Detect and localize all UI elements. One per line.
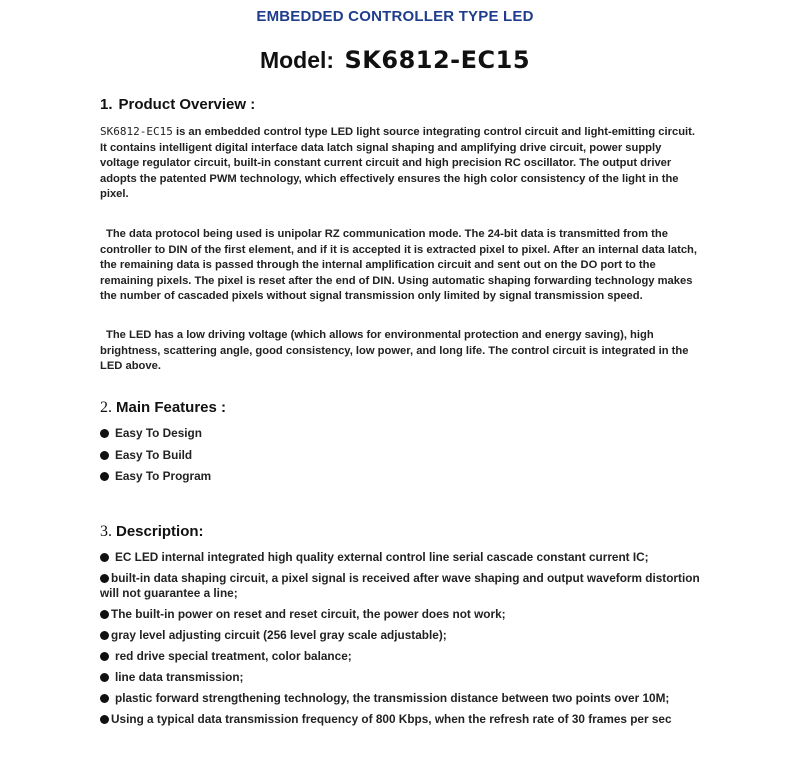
bullet-icon [100,451,109,460]
overview-heading-text: Product Overview : [118,96,256,113]
bullet-icon [100,673,109,682]
overview-paragraph-3: The LED has a low driving voltage (which allows for environmental protection and energy saving), high brightness, scattering angle, good consistency, low power, and long life. The control circuit is integrated in the LED above. [100,329,689,373]
description-heading-text: Description: [116,523,204,540]
bullet-icon [100,715,109,724]
list-item [100,607,720,622]
description-text: red drive special treatment, color balance; [115,649,352,663]
feature-text: Easy To Build [115,447,193,462]
overview-paragraph-1 [100,124,700,203]
bullet-icon [100,553,109,562]
model-code: SK6812-EC15 [100,125,173,138]
list-item [100,448,720,470]
bullet-icon [100,574,109,583]
overview-paragraph-2: The data protocol being used is unipolar RZ communication mode. The 24-bit data is transmitted from the controller to DIN of the first element, and if it is accepted it is extracted pixel to pixel. After an internal data latch, the remaining data is passed through the internal amplification circuit and sent out on the DO port to the remaining pixels. The pixel is reset after the end of DIN. Using automatic shaping forwarding technology makes the number of cascaded pixels without signal transmission only limited by signal transmission speed. [100,228,698,303]
description-text: Using a typical data transmission frequency of 800 Kbps, when the refresh rate of 30 frames per sec [111,712,672,726]
description-number: 3. [100,523,112,540]
model-value: SK6812-EC15 [344,46,531,74]
bullet-icon [100,652,109,661]
feature-text: Easy To Design [115,426,202,440]
list-item [100,649,720,664]
description-text: line data transmission; [115,670,244,684]
list-item [100,628,720,643]
list-item [100,469,720,491]
list-item [100,670,720,685]
features-list [100,426,720,491]
description-text: EC LED internal integrated high quality external control line serial cascade constant current IC; [115,550,649,564]
page-header-title: EMBEDDED CONTROLLER TYPE LED [256,8,534,25]
features-heading-text: Main Features : [116,399,227,416]
feature-text: Easy To Program [115,469,212,483]
list-item [100,712,720,727]
overview-paragraph-1-text: is an embedded control type LED light source integrating control circuit and light-emitting circuit. It contains intelligent digital interface data latch signal shaping and amplifying drive circuit, power supply voltage regulator circuit, built-in constant current circuit and high precision RC oscillator. The output driver adopts the patented PWM technology, which effectively ensures the high color consistency of the light in the pixel. [100,126,695,201]
model-line [0,46,790,74]
list-item [100,550,720,565]
description-text: The built-in power on reset and reset circuit, the power does not work; [111,607,506,621]
list-item [100,426,720,448]
overview-heading [100,96,255,113]
description-text: built-in data shaping circuit, a pixel signal is received after wave shaping and output waveform distortion will not guarantee a line; [100,571,700,600]
description-text: gray level adjusting circuit (256 level gray scale adjustable); [111,628,447,642]
description-text: plastic forward strengthening technology, the transmission distance between two points over 10M; [115,691,670,705]
overview-number: 1. [100,96,113,113]
list-item [100,691,720,706]
description-heading [100,523,204,541]
description-list [100,550,720,733]
features-heading [100,399,226,417]
bullet-icon [100,631,109,640]
bullet-icon [100,610,109,619]
bullet-icon [100,694,109,703]
model-label: Model: [259,47,335,73]
list-item [100,571,720,601]
bullet-icon [100,429,109,438]
bullet-icon [100,472,109,481]
features-number: 2. [100,399,112,416]
